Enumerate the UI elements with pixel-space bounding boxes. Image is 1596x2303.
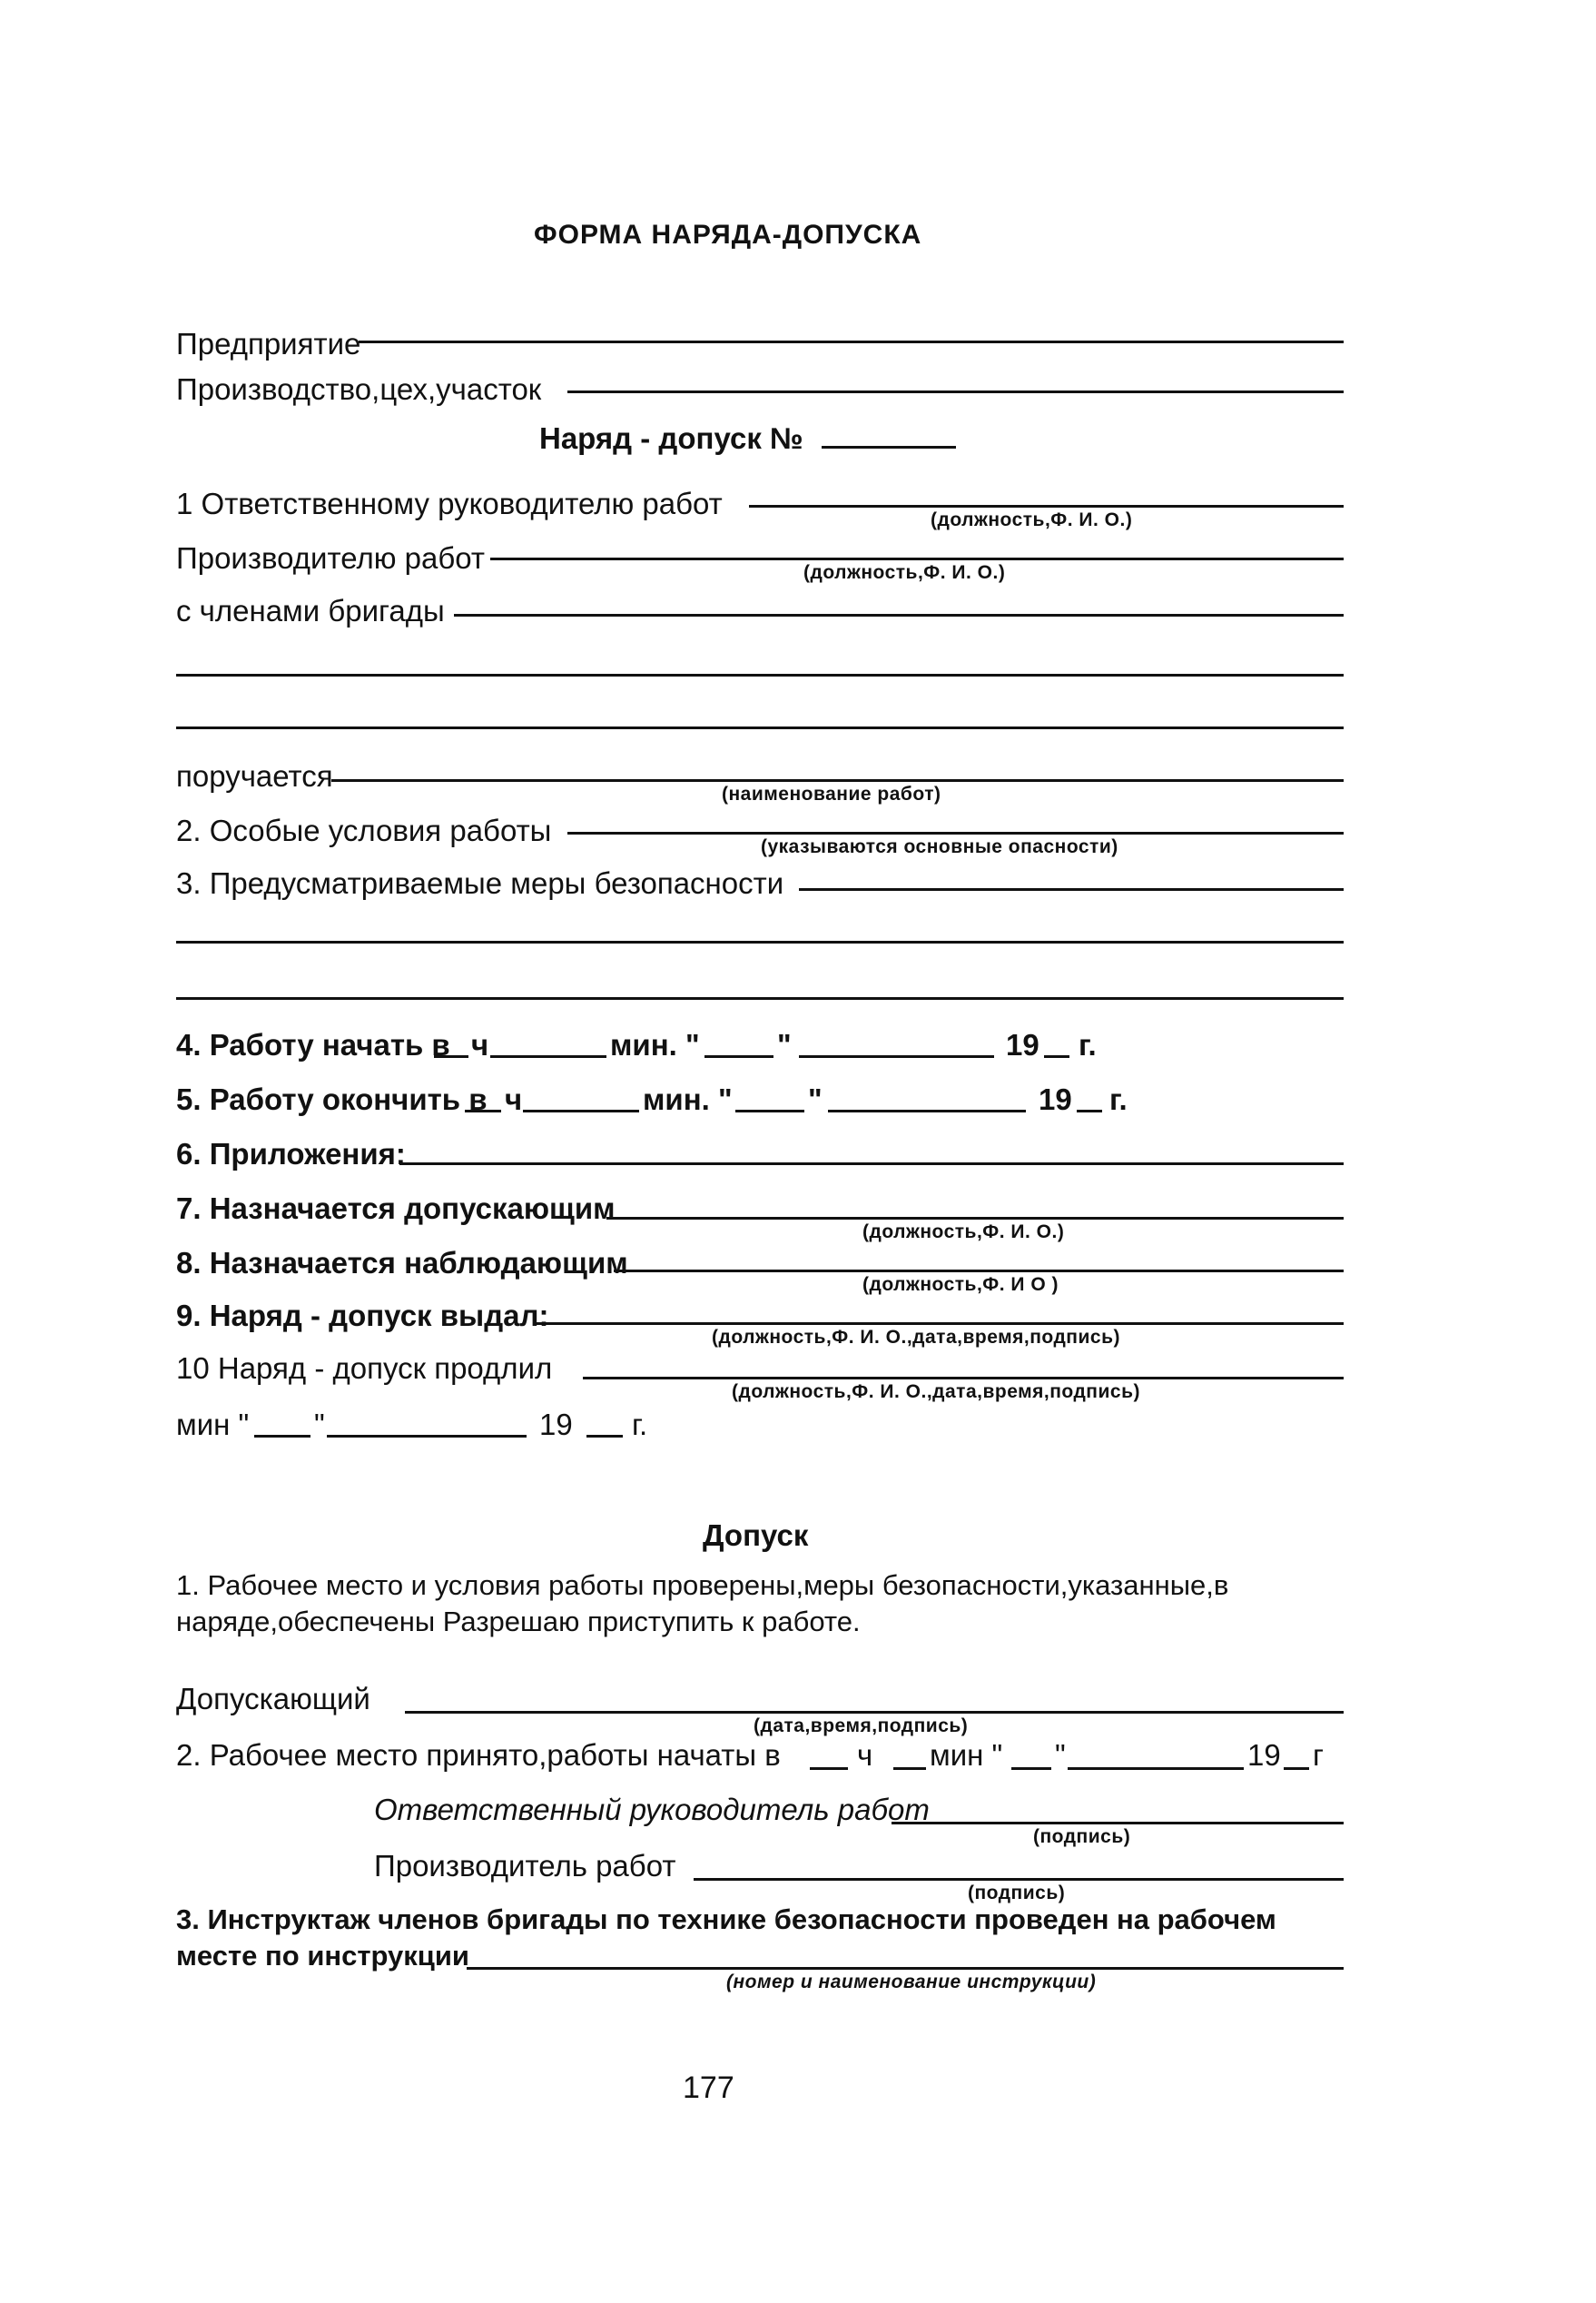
admitter-caption: (дата,время,подпись) bbox=[754, 1715, 969, 1736]
order-number-field[interactable] bbox=[822, 446, 956, 449]
production-field[interactable] bbox=[567, 390, 1344, 393]
producer-signature-caption: (подпись) bbox=[968, 1883, 1066, 1903]
assigned-field[interactable] bbox=[331, 779, 1344, 782]
start-hour-field[interactable] bbox=[434, 1055, 468, 1058]
admission-heading: Допуск bbox=[703, 1518, 809, 1552]
permit-extended-field[interactable] bbox=[583, 1377, 1344, 1379]
admitter-label: Допускающий bbox=[176, 1682, 370, 1715]
admission-paragraph-1-line-2: наряде,обеспечены Разрешаю приступить к работе. bbox=[176, 1606, 861, 1637]
work-end-year-prefix: 19 bbox=[1039, 1082, 1072, 1116]
accepted-minute-field[interactable] bbox=[893, 1767, 926, 1770]
start-minute-field[interactable] bbox=[490, 1055, 606, 1058]
accepted-year-unit: г bbox=[1313, 1738, 1325, 1772]
responsible-signature-label: Ответственный руководитель работ bbox=[374, 1793, 930, 1826]
work-producer-label: Производителю работ bbox=[176, 541, 485, 575]
end-year-field[interactable] bbox=[1077, 1110, 1102, 1112]
work-end-year-unit: г. bbox=[1109, 1082, 1128, 1116]
accepted-year-prefix: 19 bbox=[1247, 1738, 1281, 1772]
start-day-field[interactable] bbox=[704, 1055, 773, 1058]
observer-assigned-field[interactable] bbox=[614, 1270, 1344, 1272]
admitter-assigned-label: 7. Назначается допускающим bbox=[176, 1191, 616, 1225]
producer-signature-field[interactable] bbox=[694, 1878, 1344, 1881]
enterprise-field[interactable] bbox=[359, 341, 1344, 343]
work-end-minute-unit: мин. " bbox=[643, 1082, 733, 1116]
permit-extended-caption: (должность,Ф. И. О.,дата,время,подпись) bbox=[732, 1381, 1140, 1402]
work-end-hour-unit: ч bbox=[505, 1082, 523, 1116]
accepted-hour-field[interactable] bbox=[810, 1767, 848, 1770]
end-hour-field[interactable] bbox=[465, 1110, 501, 1112]
safety-measures-field[interactable] bbox=[799, 888, 1344, 891]
special-conditions-caption: (указываются основные опасности) bbox=[761, 836, 1118, 857]
special-conditions-field[interactable] bbox=[567, 832, 1344, 835]
enterprise-label: Предприятие bbox=[176, 327, 361, 361]
accepted-year-field[interactable] bbox=[1284, 1767, 1309, 1770]
work-producer-field[interactable] bbox=[490, 558, 1344, 560]
responsible-manager-label: 1 Ответственному руководителю работ bbox=[176, 487, 723, 520]
admitter-field[interactable] bbox=[405, 1711, 1344, 1714]
attachments-field[interactable] bbox=[399, 1162, 1344, 1165]
responsible-manager-field[interactable] bbox=[749, 505, 1344, 508]
responsible-signature-field[interactable] bbox=[892, 1822, 1344, 1824]
extension-year-unit: г. bbox=[632, 1408, 648, 1441]
work-start-quote-close: " bbox=[777, 1028, 792, 1062]
page-number: 177 bbox=[683, 2071, 734, 2105]
responsible-manager-caption: (должность,Ф. И. О.) bbox=[931, 509, 1133, 530]
extension-quote-close: " bbox=[314, 1408, 325, 1441]
start-year-field[interactable] bbox=[1044, 1055, 1069, 1058]
responsible-signature-caption: (подпись) bbox=[1033, 1826, 1131, 1847]
end-minute-field[interactable] bbox=[523, 1110, 639, 1112]
brigade-members-field[interactable] bbox=[454, 614, 1344, 617]
production-label: Производство,цех,участок bbox=[176, 372, 542, 406]
order-heading: Наряд - допуск № bbox=[539, 421, 803, 455]
extension-year-prefix: 19 bbox=[539, 1408, 573, 1441]
extension-day-field[interactable] bbox=[254, 1435, 310, 1438]
admitter-assigned-caption: (должность,Ф. И. О.) bbox=[862, 1221, 1065, 1242]
start-month-field[interactable] bbox=[799, 1055, 994, 1058]
assigned-label: поручается bbox=[176, 759, 333, 793]
briefing-paragraph-line-1: 3. Инструктаж членов бригады по технике безопасности проведен на рабочем bbox=[176, 1903, 1276, 1935]
end-day-field[interactable] bbox=[735, 1110, 804, 1112]
briefing-instruction-field[interactable] bbox=[467, 1967, 1344, 1970]
end-month-field[interactable] bbox=[828, 1110, 1026, 1112]
permit-issued-caption: (должность,Ф. И. О.,дата,время,подпись) bbox=[712, 1327, 1120, 1348]
producer-signature-label: Производитель работ bbox=[374, 1849, 676, 1883]
brigade-members-label: с членами бригады bbox=[176, 594, 445, 628]
accepted-minute-unit: мин " bbox=[930, 1738, 1003, 1772]
admission-paragraph-1-line-1: 1. Рабочее место и условия работы проверены,меры безопасности,указанные,в bbox=[176, 1569, 1229, 1601]
brigade-members-field-2[interactable] bbox=[176, 674, 1344, 677]
safety-measures-field-3[interactable] bbox=[176, 997, 1344, 1000]
work-start-year-unit: г. bbox=[1079, 1028, 1097, 1062]
observer-assigned-label: 8. Назначается наблюдающим bbox=[176, 1246, 628, 1280]
assigned-caption: (наименование работ) bbox=[722, 784, 941, 805]
briefing-instruction-caption: (номер и наименование инструкции) bbox=[726, 1972, 1097, 1992]
briefing-paragraph-line-2: месте по инструкции bbox=[176, 1940, 469, 1972]
attachments-label: 6. Приложения: bbox=[176, 1137, 406, 1171]
safety-measures-label: 3. Предусматриваемые меры безопасности bbox=[176, 866, 784, 900]
special-conditions-label: 2. Особые условия работы bbox=[176, 814, 552, 847]
work-start-label: 4. Работу начать в bbox=[176, 1028, 450, 1062]
work-start-year-prefix: 19 bbox=[1006, 1028, 1039, 1062]
work-start-hour-unit: ч bbox=[471, 1028, 489, 1062]
observer-assigned-caption: (должность,Ф. И О ) bbox=[862, 1274, 1059, 1295]
accepted-quote-close: " bbox=[1055, 1738, 1066, 1772]
admitter-assigned-field[interactable] bbox=[606, 1217, 1344, 1220]
work-end-quote-close: " bbox=[808, 1082, 823, 1116]
extension-minute-label: мин " bbox=[176, 1408, 250, 1441]
extension-month-field[interactable] bbox=[327, 1435, 527, 1438]
work-producer-caption: (должность,Ф. И. О.) bbox=[803, 562, 1006, 583]
accepted-month-field[interactable] bbox=[1068, 1767, 1244, 1770]
workplace-accepted-label: 2. Рабочее место принято,работы начаты в bbox=[176, 1738, 781, 1772]
extension-year-field[interactable] bbox=[586, 1435, 623, 1438]
work-end-label: 5. Работу окончить в bbox=[176, 1082, 488, 1116]
brigade-members-field-3[interactable] bbox=[176, 726, 1344, 729]
safety-measures-field-2[interactable] bbox=[176, 941, 1344, 944]
permit-issued-label: 9. Наряд - допуск выдал: bbox=[176, 1299, 549, 1332]
permit-extended-label: 10 Наряд - допуск продлил bbox=[176, 1351, 553, 1385]
permit-issued-field[interactable] bbox=[536, 1322, 1344, 1325]
page-title: ФОРМА НАРЯДА-ДОПУСКА bbox=[534, 220, 922, 250]
accepted-hour-unit: ч bbox=[857, 1738, 873, 1772]
accepted-day-field[interactable] bbox=[1011, 1767, 1051, 1770]
work-start-minute-unit: мин. " bbox=[610, 1028, 700, 1062]
